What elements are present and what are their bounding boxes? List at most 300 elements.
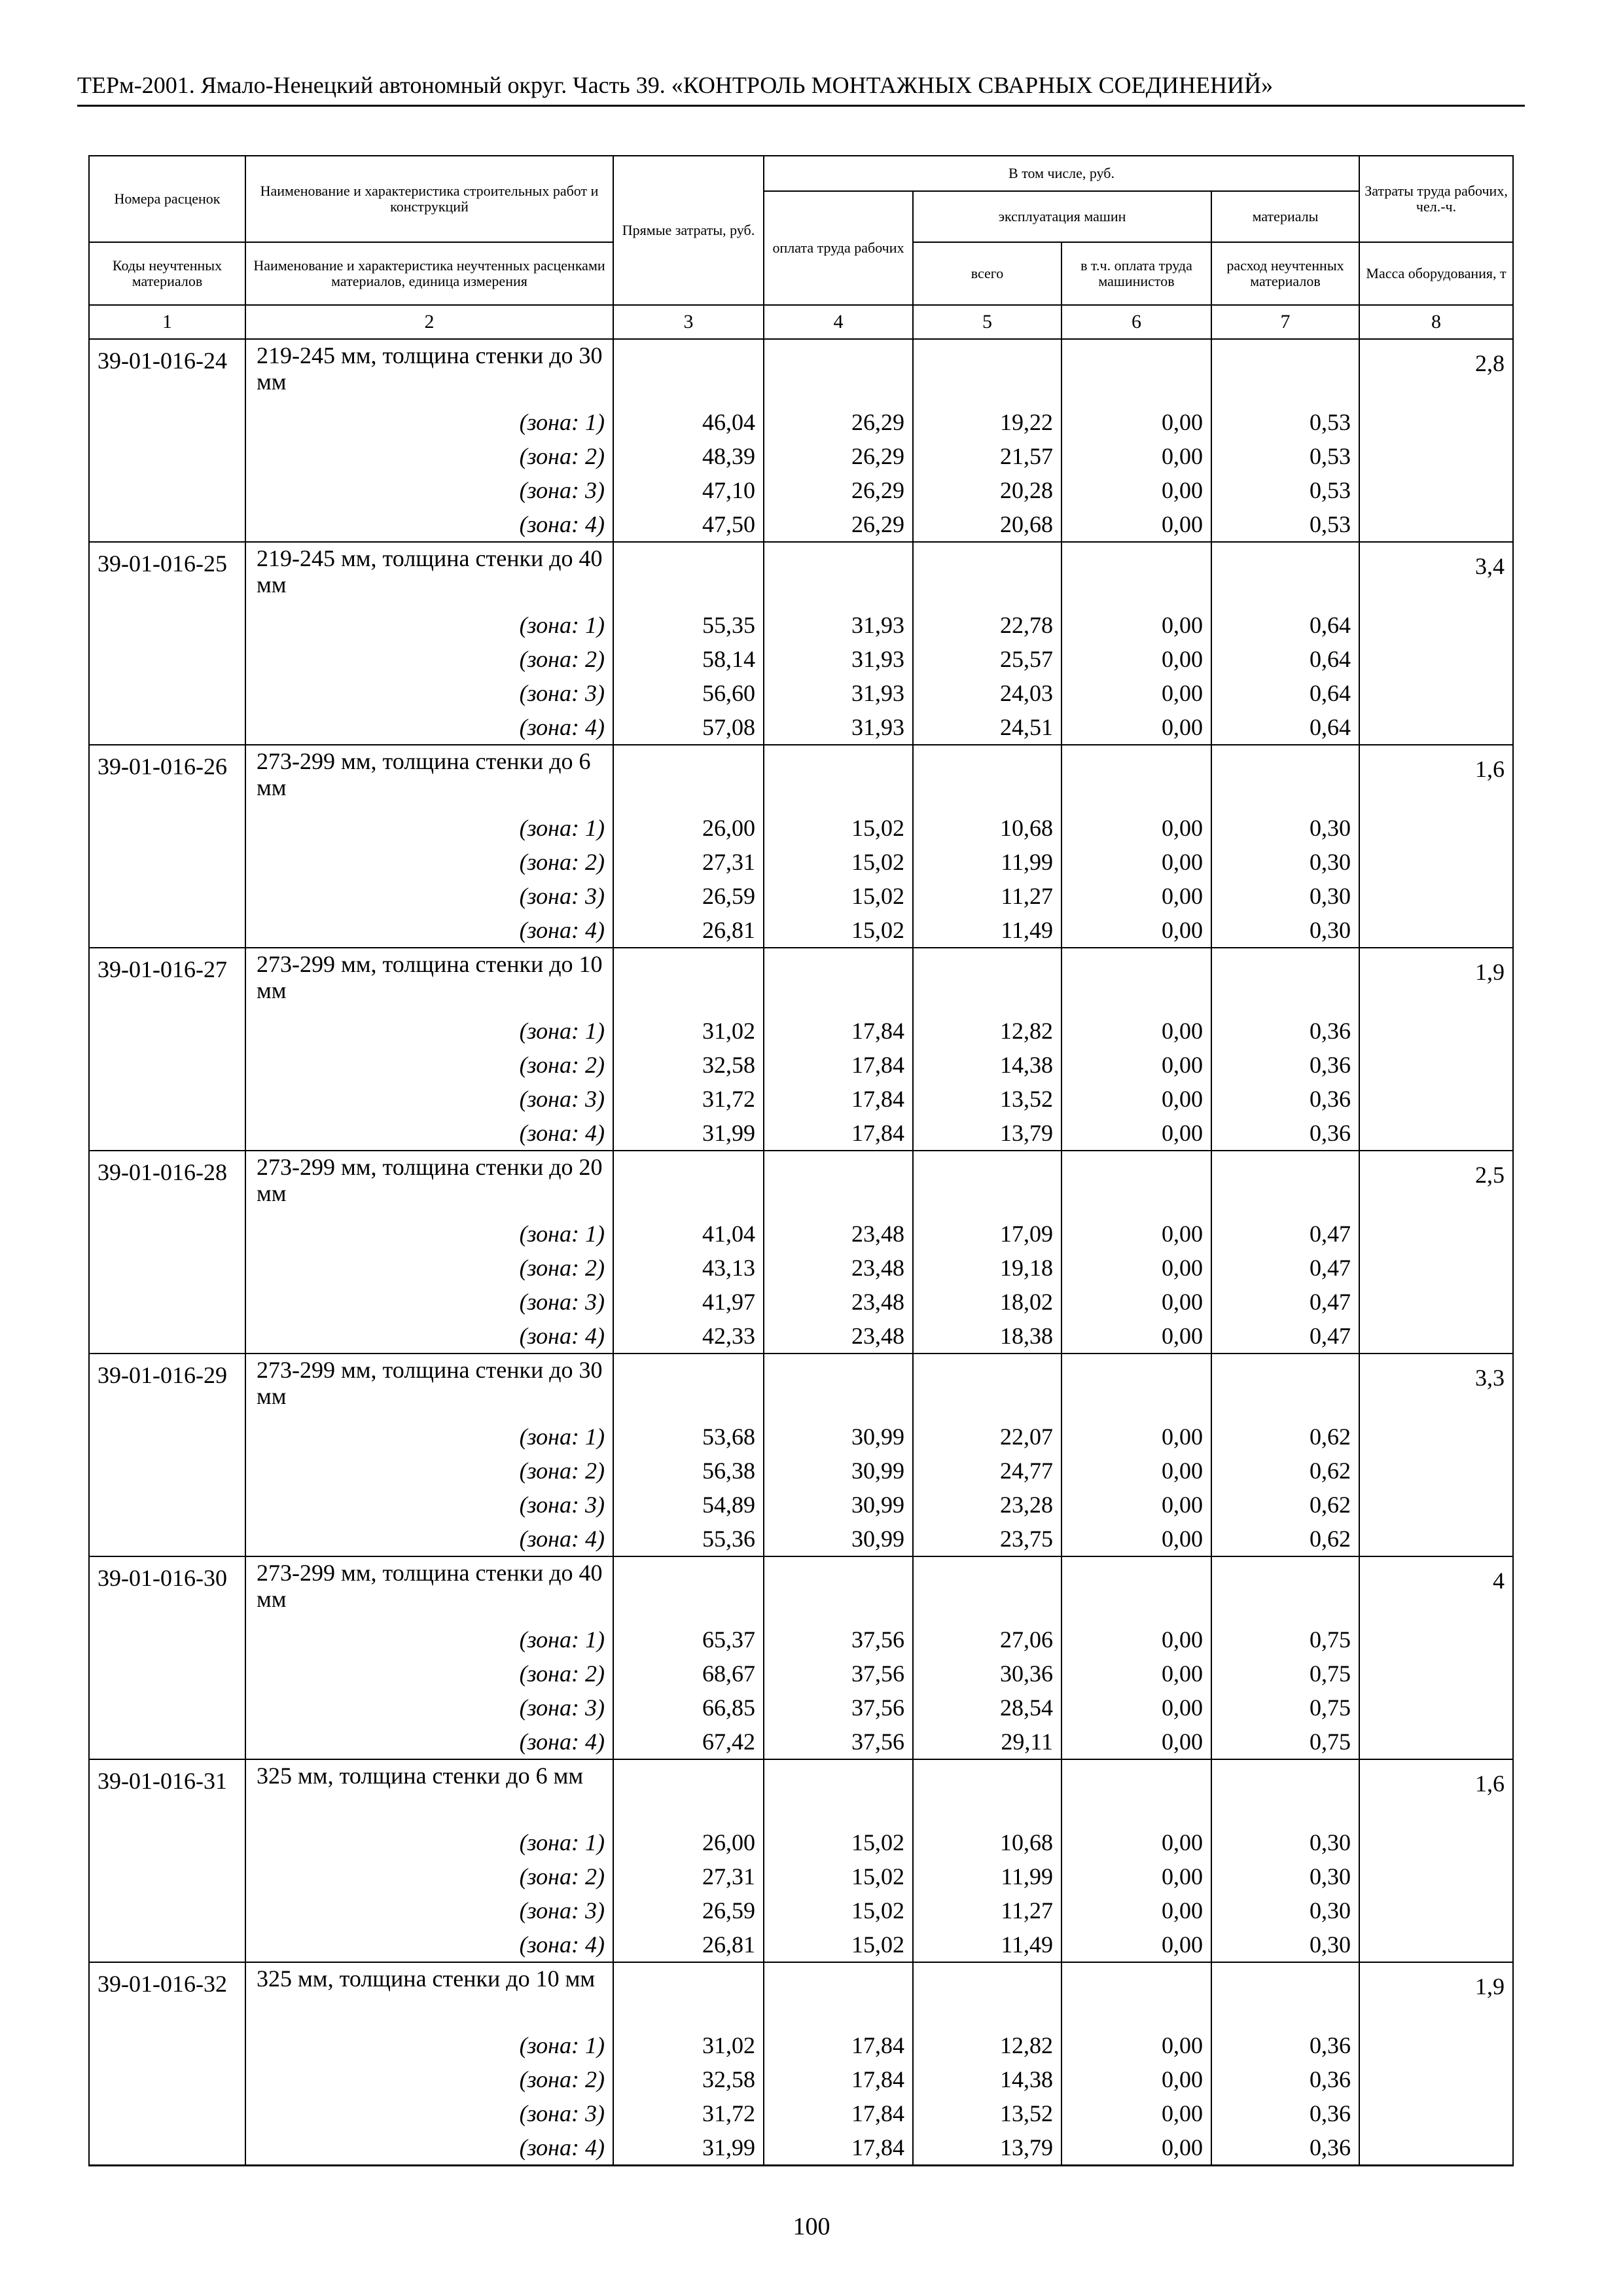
table-row — [89, 1251, 1513, 1285]
materials-value: 0,47 — [1211, 1251, 1359, 1285]
direct-costs-value: 26,59 — [613, 1893, 764, 1928]
table-row — [89, 405, 1513, 439]
labor-mass-value: 1,6 — [1359, 745, 1513, 948]
zone-label: (зона: 3) — [245, 1691, 613, 1725]
operator-pay-value: 0,00 — [1061, 507, 1211, 542]
empty-cell — [764, 1759, 913, 1825]
table-row — [89, 879, 1513, 913]
machines-total-value: 20,68 — [913, 507, 1061, 542]
table-row — [89, 1657, 1513, 1691]
worker-pay-value: 15,02 — [764, 1928, 913, 1962]
worker-pay-value: 17,84 — [764, 2028, 913, 2062]
zone-label: (зона: 2) — [245, 439, 613, 473]
empty-cell — [613, 1759, 764, 1825]
table-row — [89, 1691, 1513, 1725]
operator-pay-value: 0,00 — [1061, 1014, 1211, 1048]
materials-value: 0,30 — [1211, 1893, 1359, 1928]
empty-cell — [913, 339, 1061, 405]
empty-cell — [1061, 1556, 1211, 1623]
worker-pay-value: 30,99 — [764, 1420, 913, 1454]
table-row — [89, 1759, 1513, 1825]
worker-pay-value: 23,48 — [764, 1285, 913, 1319]
materials-value: 0,75 — [1211, 1623, 1359, 1657]
operator-pay-value: 0,00 — [1061, 1623, 1211, 1657]
worker-pay-value: 17,84 — [764, 2096, 913, 2130]
zone-label: (зона: 1) — [245, 811, 613, 845]
empty-cell — [764, 1556, 913, 1623]
machines-total-value: 12,82 — [913, 2028, 1061, 2062]
direct-costs-value: 27,31 — [613, 1859, 764, 1893]
direct-costs-value: 31,99 — [613, 2130, 764, 2166]
zone-label: (зона: 1) — [245, 405, 613, 439]
column-number: 5 — [913, 305, 1061, 339]
materials-value: 0,53 — [1211, 473, 1359, 507]
table-row — [89, 676, 1513, 710]
table-row — [89, 1893, 1513, 1928]
rate-code: 39-01-016-31 — [89, 1759, 245, 1962]
direct-costs-value: 53,68 — [613, 1420, 764, 1454]
header-operator-pay: в т.ч. оплата труда машинистов — [1061, 242, 1211, 305]
materials-value: 0,62 — [1211, 1522, 1359, 1556]
operator-pay-value: 0,00 — [1061, 1691, 1211, 1725]
direct-costs-value: 57,08 — [613, 710, 764, 745]
materials-value: 0,47 — [1211, 1319, 1359, 1354]
worker-pay-value: 23,48 — [764, 1217, 913, 1251]
operator-pay-value: 0,00 — [1061, 710, 1211, 745]
table-row — [89, 1859, 1513, 1893]
rates-table — [88, 155, 1514, 2166]
operator-pay-value: 0,00 — [1061, 845, 1211, 879]
rate-code: 39-01-016-27 — [89, 948, 245, 1151]
empty-cell — [1211, 1354, 1359, 1420]
worker-pay-value: 17,84 — [764, 2062, 913, 2096]
materials-value: 0,30 — [1211, 811, 1359, 845]
direct-costs-value: 65,37 — [613, 1623, 764, 1657]
operator-pay-value: 0,00 — [1061, 1725, 1211, 1759]
column-number: 3 — [613, 305, 764, 339]
empty-cell — [1061, 542, 1211, 608]
materials-value: 0,30 — [1211, 1859, 1359, 1893]
machines-total-value: 18,38 — [913, 1319, 1061, 1354]
direct-costs-value: 26,00 — [613, 811, 764, 845]
materials-value: 0,36 — [1211, 2130, 1359, 2166]
direct-costs-value: 67,42 — [613, 1725, 764, 1759]
header-unaccounted-material-names: Наименование и характеристика неучтенных расценками материалов, единица измерения — [245, 242, 613, 305]
zone-label: (зона: 2) — [245, 845, 613, 879]
empty-cell — [613, 948, 764, 1014]
zone-label: (зона: 1) — [245, 1623, 613, 1657]
worker-pay-value: 31,93 — [764, 642, 913, 676]
direct-costs-value: 32,58 — [613, 2062, 764, 2096]
empty-cell — [1061, 948, 1211, 1014]
materials-value: 0,30 — [1211, 1825, 1359, 1859]
zone-label: (зона: 1) — [245, 1014, 613, 1048]
zone-label: (зона: 1) — [245, 1420, 613, 1454]
materials-value: 0,75 — [1211, 1691, 1359, 1725]
direct-costs-value: 58,14 — [613, 642, 764, 676]
empty-cell — [1211, 339, 1359, 405]
machines-total-value: 13,52 — [913, 2096, 1061, 2130]
machines-total-value: 11,49 — [913, 1928, 1061, 1962]
machines-total-value: 12,82 — [913, 1014, 1061, 1048]
empty-cell — [913, 1354, 1061, 1420]
rate-description: 273-299 мм, толщина стенки до 40 мм — [245, 1556, 613, 1623]
column-number: 1 — [89, 305, 245, 339]
operator-pay-value: 0,00 — [1061, 2096, 1211, 2130]
labor-mass-value: 3,4 — [1359, 542, 1513, 745]
header-materials: материалы — [1211, 191, 1359, 242]
table-row — [89, 1082, 1513, 1116]
worker-pay-value: 30,99 — [764, 1488, 913, 1522]
rate-description: 325 мм, толщина стенки до 6 мм — [245, 1759, 613, 1825]
worker-pay-value: 31,93 — [764, 710, 913, 745]
worker-pay-value: 17,84 — [764, 1082, 913, 1116]
worker-pay-value: 37,56 — [764, 1657, 913, 1691]
materials-value: 0,36 — [1211, 2028, 1359, 2062]
direct-costs-value: 26,00 — [613, 1825, 764, 1859]
direct-costs-value: 31,72 — [613, 2096, 764, 2130]
machines-total-value: 24,77 — [913, 1454, 1061, 1488]
direct-costs-value: 42,33 — [613, 1319, 764, 1354]
header-unaccounted-materials-use: расход неучтенных материалов — [1211, 242, 1359, 305]
zone-label: (зона: 2) — [245, 2062, 613, 2096]
operator-pay-value: 0,00 — [1061, 1928, 1211, 1962]
rate-description: 219-245 мм, толщина стенки до 30 мм — [245, 339, 613, 405]
operator-pay-value: 0,00 — [1061, 2130, 1211, 2166]
machines-total-value: 20,28 — [913, 473, 1061, 507]
direct-costs-value: 56,60 — [613, 676, 764, 710]
operator-pay-value: 0,00 — [1061, 473, 1211, 507]
direct-costs-value: 46,04 — [613, 405, 764, 439]
header-equipment-mass: Масса оборудования, т — [1359, 242, 1513, 305]
table-row — [89, 1354, 1513, 1420]
materials-value: 0,62 — [1211, 1420, 1359, 1454]
table-row — [89, 1048, 1513, 1082]
materials-value: 0,30 — [1211, 1928, 1359, 1962]
empty-cell — [913, 1151, 1061, 1217]
zone-label: (зона: 3) — [245, 473, 613, 507]
direct-costs-value: 31,02 — [613, 2028, 764, 2062]
zone-label: (зона: 2) — [245, 642, 613, 676]
materials-value: 0,75 — [1211, 1725, 1359, 1759]
empty-cell — [913, 1759, 1061, 1825]
direct-costs-value: 47,10 — [613, 473, 764, 507]
worker-pay-value: 15,02 — [764, 913, 913, 948]
machines-total-value: 30,36 — [913, 1657, 1061, 1691]
table-row — [89, 1151, 1513, 1217]
materials-value: 0,36 — [1211, 2096, 1359, 2130]
empty-cell — [1211, 1151, 1359, 1217]
table-row — [89, 1217, 1513, 1251]
empty-cell — [1061, 1759, 1211, 1825]
table-row — [89, 439, 1513, 473]
zone-label: (зона: 4) — [245, 507, 613, 542]
empty-cell — [913, 1962, 1061, 2028]
zone-label: (зона: 2) — [245, 1657, 613, 1691]
header-including: В том числе, руб. — [764, 156, 1359, 191]
materials-value: 0,36 — [1211, 1116, 1359, 1151]
operator-pay-value: 0,00 — [1061, 676, 1211, 710]
header-worker-pay: оплата труда рабочих — [764, 191, 913, 305]
direct-costs-value: 31,02 — [613, 1014, 764, 1048]
table-row — [89, 1522, 1513, 1556]
direct-costs-value: 26,81 — [613, 1928, 764, 1962]
operator-pay-value: 0,00 — [1061, 1048, 1211, 1082]
empty-cell — [1061, 1962, 1211, 2028]
operator-pay-value: 0,00 — [1061, 608, 1211, 642]
operator-pay-value: 0,00 — [1061, 2062, 1211, 2096]
header-rate-numbers: Номера расценок — [89, 156, 245, 242]
empty-cell — [1211, 1962, 1359, 2028]
worker-pay-value: 15,02 — [764, 1859, 913, 1893]
machines-total-value: 13,79 — [913, 1116, 1061, 1151]
zone-label: (зона: 1) — [245, 1825, 613, 1859]
zone-label: (зона: 4) — [245, 2130, 613, 2166]
worker-pay-value: 37,56 — [764, 1725, 913, 1759]
rate-description: 273-299 мм, толщина стенки до 6 мм — [245, 745, 613, 811]
empty-cell — [913, 542, 1061, 608]
zone-label: (зона: 3) — [245, 1488, 613, 1522]
empty-cell — [613, 1556, 764, 1623]
table-row — [89, 1116, 1513, 1151]
operator-pay-value: 0,00 — [1061, 439, 1211, 473]
rate-code: 39-01-016-30 — [89, 1556, 245, 1759]
zone-label: (зона: 2) — [245, 1251, 613, 1285]
worker-pay-value: 37,56 — [764, 1691, 913, 1725]
materials-value: 0,36 — [1211, 1082, 1359, 1116]
table-row — [89, 1725, 1513, 1759]
materials-value: 0,30 — [1211, 845, 1359, 879]
machines-total-value: 23,75 — [913, 1522, 1061, 1556]
table-row — [89, 1962, 1513, 2028]
worker-pay-value: 31,93 — [764, 608, 913, 642]
table-row — [89, 811, 1513, 845]
materials-value: 0,47 — [1211, 1217, 1359, 1251]
machines-total-value: 22,07 — [913, 1420, 1061, 1454]
table-row — [89, 710, 1513, 745]
empty-cell — [764, 948, 913, 1014]
rate-code: 39-01-016-25 — [89, 542, 245, 745]
operator-pay-value: 0,00 — [1061, 1420, 1211, 1454]
worker-pay-value: 15,02 — [764, 845, 913, 879]
rate-description: 273-299 мм, толщина стенки до 30 мм — [245, 1354, 613, 1420]
direct-costs-value: 27,31 — [613, 845, 764, 879]
materials-value: 0,64 — [1211, 676, 1359, 710]
operator-pay-value: 0,00 — [1061, 1893, 1211, 1928]
labor-mass-value: 1,9 — [1359, 1962, 1513, 2166]
zone-label: (зона: 3) — [245, 879, 613, 913]
worker-pay-value: 30,99 — [764, 1522, 913, 1556]
machines-total-value: 25,57 — [913, 642, 1061, 676]
operator-pay-value: 0,00 — [1061, 1116, 1211, 1151]
zone-label: (зона: 3) — [245, 2096, 613, 2130]
worker-pay-value: 23,48 — [764, 1319, 913, 1354]
header-direct-costs: Прямые затраты, руб. — [613, 156, 764, 305]
operator-pay-value: 0,00 — [1061, 1285, 1211, 1319]
empty-cell — [613, 745, 764, 811]
zone-label: (зона: 4) — [245, 1725, 613, 1759]
rate-description: 273-299 мм, толщина стенки до 20 мм — [245, 1151, 613, 1217]
operator-pay-value: 0,00 — [1061, 1522, 1211, 1556]
table-row — [89, 2062, 1513, 2096]
zone-label: (зона: 2) — [245, 1454, 613, 1488]
column-number: 4 — [764, 305, 913, 339]
materials-value: 0,30 — [1211, 879, 1359, 913]
machines-total-value: 24,51 — [913, 710, 1061, 745]
empty-cell — [613, 1354, 764, 1420]
empty-cell — [764, 542, 913, 608]
table-row — [89, 1014, 1513, 1048]
empty-cell — [764, 339, 913, 405]
empty-cell — [613, 339, 764, 405]
materials-value: 0,53 — [1211, 507, 1359, 542]
rate-description: 219-245 мм, толщина стенки до 40 мм — [245, 542, 613, 608]
machines-total-value: 19,18 — [913, 1251, 1061, 1285]
table-row — [89, 948, 1513, 1014]
machines-total-value: 19,22 — [913, 405, 1061, 439]
rate-description: 273-299 мм, толщина стенки до 10 мм — [245, 948, 613, 1014]
rate-description: 325 мм, толщина стенки до 10 мм — [245, 1962, 613, 2028]
operator-pay-value: 0,00 — [1061, 1217, 1211, 1251]
zone-label: (зона: 4) — [245, 1319, 613, 1354]
zone-label: (зона: 3) — [245, 1893, 613, 1928]
rate-code: 39-01-016-26 — [89, 745, 245, 948]
header-rule — [77, 105, 1525, 107]
zone-label: (зона: 4) — [245, 1116, 613, 1151]
page-number: 100 — [793, 2213, 830, 2240]
worker-pay-value: 15,02 — [764, 811, 913, 845]
operator-pay-value: 0,00 — [1061, 1657, 1211, 1691]
empty-cell — [1211, 745, 1359, 811]
worker-pay-value: 30,99 — [764, 1454, 913, 1488]
operator-pay-value: 0,00 — [1061, 1825, 1211, 1859]
direct-costs-value: 68,67 — [613, 1657, 764, 1691]
materials-value: 0,62 — [1211, 1454, 1359, 1488]
machines-total-value: 10,68 — [913, 811, 1061, 845]
table-row — [89, 1556, 1513, 1623]
materials-value: 0,53 — [1211, 439, 1359, 473]
zone-label: (зона: 1) — [245, 608, 613, 642]
zone-label: (зона: 2) — [245, 1859, 613, 1893]
worker-pay-value: 17,84 — [764, 1014, 913, 1048]
empty-cell — [913, 948, 1061, 1014]
empty-cell — [613, 1151, 764, 1217]
empty-cell — [764, 1151, 913, 1217]
machines-total-value: 23,28 — [913, 1488, 1061, 1522]
machines-total-value: 11,27 — [913, 1893, 1061, 1928]
direct-costs-value: 48,39 — [613, 439, 764, 473]
machines-total-value: 11,99 — [913, 845, 1061, 879]
worker-pay-value: 17,84 — [764, 2130, 913, 2166]
table-body — [89, 339, 1513, 2166]
table-row — [89, 542, 1513, 608]
worker-pay-value: 15,02 — [764, 879, 913, 913]
operator-pay-value: 0,00 — [1061, 913, 1211, 948]
zone-label: (зона: 1) — [245, 1217, 613, 1251]
empty-cell — [1061, 1354, 1211, 1420]
table-row — [89, 339, 1513, 405]
empty-cell — [613, 542, 764, 608]
empty-cell — [764, 1354, 913, 1420]
empty-cell — [1211, 1556, 1359, 1623]
worker-pay-value: 37,56 — [764, 1623, 913, 1657]
table-row — [89, 1420, 1513, 1454]
empty-cell — [1061, 1151, 1211, 1217]
table-row — [89, 845, 1513, 879]
labor-mass-value: 1,6 — [1359, 1759, 1513, 1962]
machines-total-value: 17,09 — [913, 1217, 1061, 1251]
table-row — [89, 1285, 1513, 1319]
direct-costs-value: 26,81 — [613, 913, 764, 948]
direct-costs-value: 43,13 — [613, 1251, 764, 1285]
header-unaccounted-material-codes: Коды неучтенных материалов — [89, 242, 245, 305]
column-number: 8 — [1359, 305, 1513, 339]
table-row — [89, 1825, 1513, 1859]
worker-pay-value: 26,29 — [764, 405, 913, 439]
labor-mass-value: 4 — [1359, 1556, 1513, 1759]
direct-costs-value: 26,59 — [613, 879, 764, 913]
empty-cell — [764, 1962, 913, 2028]
table-header — [89, 156, 1513, 339]
machines-total-value: 13,52 — [913, 1082, 1061, 1116]
materials-value: 0,30 — [1211, 913, 1359, 948]
direct-costs-value: 31,99 — [613, 1116, 764, 1151]
operator-pay-value: 0,00 — [1061, 1488, 1211, 1522]
direct-costs-value: 55,35 — [613, 608, 764, 642]
direct-costs-value: 56,38 — [613, 1454, 764, 1488]
rates-table-container — [88, 155, 1512, 2166]
zone-label: (зона: 4) — [245, 1522, 613, 1556]
materials-value: 0,75 — [1211, 1657, 1359, 1691]
column-number: 6 — [1061, 305, 1211, 339]
empty-cell — [1211, 1759, 1359, 1825]
worker-pay-value: 17,84 — [764, 1116, 913, 1151]
zone-label: (зона: 2) — [245, 1048, 613, 1082]
materials-value: 0,36 — [1211, 1014, 1359, 1048]
rate-code: 39-01-016-24 — [89, 339, 245, 542]
machines-total-value: 21,57 — [913, 439, 1061, 473]
worker-pay-value: 15,02 — [764, 1825, 913, 1859]
machines-total-value: 28,54 — [913, 1691, 1061, 1725]
table-row — [89, 2096, 1513, 2130]
table-row — [89, 2130, 1513, 2166]
header-machine-operation: эксплуатация машин — [913, 191, 1211, 242]
direct-costs-value: 32,58 — [613, 1048, 764, 1082]
machines-total-value: 24,03 — [913, 676, 1061, 710]
operator-pay-value: 0,00 — [1061, 1251, 1211, 1285]
zone-label: (зона: 4) — [245, 1928, 613, 1962]
table-row — [89, 1928, 1513, 1962]
table-row — [89, 2028, 1513, 2062]
worker-pay-value: 17,84 — [764, 1048, 913, 1082]
empty-cell — [764, 745, 913, 811]
machines-total-value: 29,11 — [913, 1725, 1061, 1759]
operator-pay-value: 0,00 — [1061, 405, 1211, 439]
labor-mass-value: 2,8 — [1359, 339, 1513, 542]
table-row — [89, 1454, 1513, 1488]
zone-label: (зона: 1) — [245, 2028, 613, 2062]
column-number: 7 — [1211, 305, 1359, 339]
materials-value: 0,47 — [1211, 1285, 1359, 1319]
operator-pay-value: 0,00 — [1061, 879, 1211, 913]
page-header: ТЕРм-2001. Ямало-Ненецкий автономный округ. Часть 39. «КОНТРОЛЬ МОНТАЖНЫХ СВАРНЫХ СОЕДИНЕНИЙ» — [77, 72, 1274, 98]
zone-label: (зона: 4) — [245, 710, 613, 745]
machines-total-value: 11,27 — [913, 879, 1061, 913]
empty-cell — [913, 745, 1061, 811]
materials-value: 0,62 — [1211, 1488, 1359, 1522]
direct-costs-value: 31,72 — [613, 1082, 764, 1116]
operator-pay-value: 0,00 — [1061, 1082, 1211, 1116]
